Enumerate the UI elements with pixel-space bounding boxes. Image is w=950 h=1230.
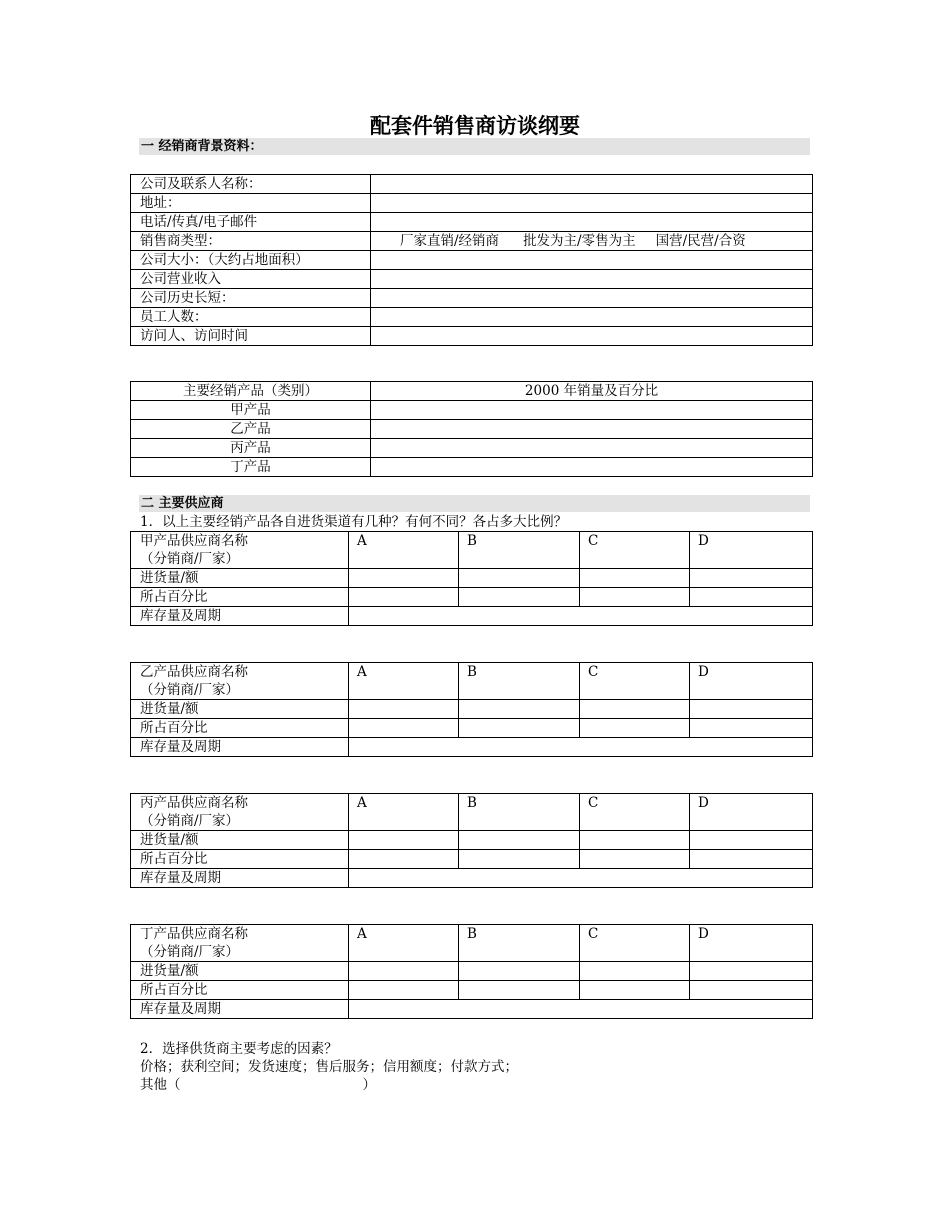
row-label: 访问人、访问时间 [131,327,371,346]
row-label: 公司及联系人名称： [131,175,371,194]
input-cell[interactable] [690,831,813,850]
row-label: 所占百分比 [131,981,349,1000]
row-label: 库存量及周期 [131,607,349,626]
row-label: 库存量及周期 [131,738,349,757]
other-factors-line [140,1076,376,1094]
products-header-left: 主要经销产品（类别） [131,382,371,401]
input-cell[interactable] [349,738,813,757]
table-row [131,251,813,270]
input-cell[interactable] [580,719,690,738]
table-row [131,175,813,194]
table-row [131,569,813,588]
input-cell[interactable] [371,194,813,213]
supplier-table [130,793,813,888]
option-ownership[interactable]: 国营/民营/合资 [655,233,746,249]
row-label: 进货量/额 [131,569,349,588]
input-cell[interactable] [349,1000,813,1019]
table-row [131,270,813,289]
row-label: 地址： [131,194,371,213]
product-label: 丙产品 [131,439,371,458]
factors-list: 价格；获利空间；发货速度；售后服务；信用额度；付款方式； [140,1059,518,1075]
supplier-name-line2: （分销商/厂家） [140,944,240,960]
input-cell[interactable] [459,719,580,738]
row-label: 库存量及周期 [131,1000,349,1019]
table-row [131,831,813,850]
supplier-name-header [131,925,349,962]
input-cell[interactable] [580,700,690,719]
table-row [131,213,813,232]
column-b: B [459,794,580,831]
table-row [131,439,813,458]
column-c: C [580,925,690,962]
input-cell[interactable] [371,251,813,270]
row-label: 公司历史长短： [131,289,371,308]
product-label: 甲产品 [131,401,371,420]
section-heading: 二 主要供应商 [141,496,224,511]
input-cell[interactable] [690,719,813,738]
supplier-name-line1: 丙产品供应商名称 [140,795,248,811]
table-header-row [131,794,813,831]
products-header-right: 2000 年销量及百分比 [371,382,813,401]
supplier-name-header [131,794,349,831]
table-row [131,232,813,251]
input-cell[interactable] [580,569,690,588]
column-a: A [349,532,459,569]
input-cell[interactable] [580,850,690,869]
column-a: A [349,925,459,962]
input-cell[interactable] [349,700,459,719]
section-heading-background [139,138,810,155]
page-title: 配套件销售商访谈纲要 [370,114,580,138]
column-b: B [459,663,580,700]
column-a: A [349,794,459,831]
column-c: C [580,794,690,831]
table-row [131,401,813,420]
row-label: 公司大小：（大约占地面积） [131,251,371,270]
column-d: D [690,794,813,831]
table-row [131,981,813,1000]
table-header-row [131,663,813,700]
input-cell[interactable] [459,962,580,981]
input-cell[interactable] [349,962,459,981]
input-cell[interactable] [371,327,813,346]
row-label: 电话/传真/电子邮件 [131,213,371,232]
input-cell[interactable] [690,962,813,981]
input-cell[interactable] [349,850,459,869]
column-d: D [690,663,813,700]
table-header-row [131,925,813,962]
section-heading-background [139,495,810,512]
dealer-type-options [371,232,813,251]
row-label: 公司营业收入 [131,270,371,289]
input-cell[interactable] [371,458,813,477]
row-label: 库存量及周期 [131,869,349,888]
other-open: 其他（ [140,1077,181,1093]
row-label: 员工人数： [131,308,371,327]
input-cell[interactable] [459,569,580,588]
input-cell[interactable] [459,588,580,607]
table-row [131,719,813,738]
input-cell[interactable] [349,569,459,588]
table-row [131,962,813,981]
input-cell[interactable] [690,588,813,607]
input-cell[interactable] [371,289,813,308]
question-2: 2．选择供货商主要考虑的因素？ [140,1041,338,1057]
table-row [131,1000,813,1019]
input-cell[interactable] [349,981,459,1000]
input-cell[interactable] [371,270,813,289]
supplier-name-header [131,663,349,700]
input-cell[interactable] [459,981,580,1000]
input-cell[interactable] [690,700,813,719]
row-label: 所占百分比 [131,850,349,869]
input-cell[interactable] [371,308,813,327]
input-cell[interactable] [580,981,690,1000]
table-row [131,308,813,327]
row-label: 所占百分比 [131,588,349,607]
option-wholesale-or-retail[interactable]: 批发为主/零售为主 [523,233,636,249]
other-close: ） [362,1077,376,1093]
input-cell[interactable] [690,850,813,869]
input-cell[interactable] [349,588,459,607]
product-label: 乙产品 [131,420,371,439]
column-d: D [690,532,813,569]
input-cell[interactable] [371,175,813,194]
supplier-table [130,924,813,1019]
input-cell[interactable] [690,981,813,1000]
table-row [131,738,813,757]
row-label: 进货量/额 [131,700,349,719]
column-a: A [349,663,459,700]
column-c: C [580,663,690,700]
table-row [131,327,813,346]
table-row [131,850,813,869]
supplier-table [130,531,813,626]
input-cell[interactable] [580,588,690,607]
supplier-name-header [131,532,349,569]
background-info-table [130,174,813,346]
input-cell[interactable] [459,831,580,850]
input-cell[interactable] [349,869,813,888]
input-cell[interactable] [349,607,813,626]
supplier-name-line1: 甲产品供应商名称 [140,533,248,549]
input-cell[interactable] [371,439,813,458]
row-label: 进货量/额 [131,962,349,981]
table-row [131,607,813,626]
supplier-name-line2: （分销商/厂家） [140,813,240,829]
table-row [131,420,813,439]
supplier-name-line1: 丁产品供应商名称 [140,926,248,942]
option-direct-or-dealer[interactable]: 厂家直销/经销商 [400,233,500,249]
table-row [131,700,813,719]
column-b: B [459,532,580,569]
input-cell[interactable] [459,850,580,869]
supplier-name-line2: （分销商/厂家） [140,682,240,698]
input-cell[interactable] [580,962,690,981]
row-label: 所占百分比 [131,719,349,738]
input-cell[interactable] [371,420,813,439]
section-heading: 一 经销商背景资料： [141,139,263,154]
input-cell[interactable] [371,401,813,420]
input-cell[interactable] [580,831,690,850]
column-d: D [690,925,813,962]
input-cell[interactable] [349,831,459,850]
column-c: C [580,532,690,569]
supplier-table [130,662,813,757]
input-cell[interactable] [349,719,459,738]
input-cell[interactable] [690,569,813,588]
table-row [131,588,813,607]
products-table [130,381,813,477]
input-cell[interactable] [459,700,580,719]
table-row [131,869,813,888]
row-label: 销售商类型： [131,232,371,251]
table-header-row [131,532,813,569]
row-label: 进货量/额 [131,831,349,850]
table-row [131,458,813,477]
table-row [131,194,813,213]
question-1: 1．以上主要经销产品各自进货渠道有几种？有何不同？各占多大比例？ [140,514,568,530]
column-b: B [459,925,580,962]
product-label: 丁产品 [131,458,371,477]
supplier-name-line1: 乙产品供应商名称 [140,664,248,680]
table-header-row [131,382,813,401]
input-cell[interactable] [371,213,813,232]
table-row [131,289,813,308]
supplier-name-line2: （分销商/厂家） [140,551,240,567]
